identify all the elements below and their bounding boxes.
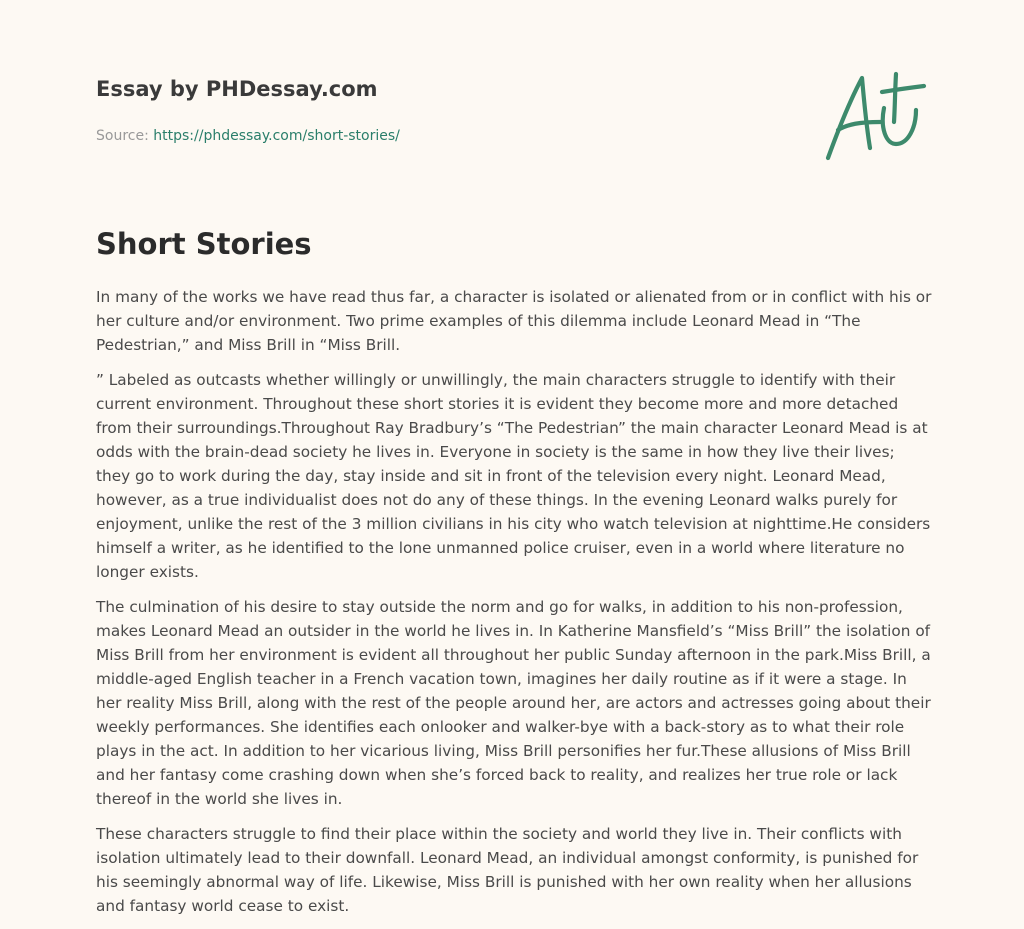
- source-link[interactable]: https://phdessay.com/short-stories/: [153, 128, 400, 144]
- brand-title: Essay by PHDessay.com: [96, 77, 378, 101]
- paragraph: These characters struggle to find their place within the society and world they live in. Their conflicts with isolation ultimately lead to their downfall. Leonard Mead, an individual amongst conformity, is punished for his seemingly abnormal way of life. Likewise, Miss Brill is punished with her own reality when her allusions and fantasy world cease to exist.: [96, 825, 919, 915]
- a-plus-grade-icon: [822, 66, 930, 166]
- paragraph: ” Labeled as outcasts whether willingly or unwillingly, the main characters struggle to identify with their current environment. Throughout these short stories it is evident they become more and more detached from their surroundings.Throughout Ray Bradbury’s “The Pedestrian” the main character Leonard Mead is at odds with the brain-dead society he lives in. Everyone in society is the same in how they live their lives; they go to work during the day, stay inside and sit in front of the television every night. Leonard Mead, however, as a true individualist does not do any of these things. In the evening Leonard walks purely for enjoyment, unlike the rest of the 3 million civilians in his city who watch television at nighttime.He considers himself a writer, as he identified to the lone unmanned police cruiser, even in a world where literature no longer exists.: [96, 371, 931, 581]
- page-title: Short Stories: [96, 227, 312, 261]
- paragraph: In many of the works we have read thus far, a character is isolated or alienated from or in conflict with his or her culture and/or environment. Two prime examples of this dilemma include Leonard Mead in “The Pedestrian,” and Miss Brill in “Miss Brill.: [96, 288, 932, 354]
- header: [96, 74, 796, 145]
- paragraph: The culmination of his desire to stay outside the norm and go for walks, in addition to his non-profession, makes Leonard Mead an outsider in the world he lives in. In Katherine Mansfield’s “Miss Brill” the isolation of Miss Brill from her environment is evident all throughout her public Sunday afternoon in the park.Miss Brill, a middle-aged English teacher in a French vacation town, imagines her daily routine as if it were a stage. In her reality Miss Brill, along with the rest of the people around her, are actors and actresses going about their weekly performances. She identifies each onlooker and walker-bye with a back-story as to what their role plays in the act. In addition to her vicarious living, Miss Brill personifies her fur.These allusions of Miss Brill and her fantasy come crashing down when she’s forced back to reality, and realizes her true role or lack thereof in the world she lives in.: [96, 598, 931, 808]
- a-plus-logo-svg: [822, 66, 930, 166]
- source-label: Source:: [96, 128, 154, 144]
- source-line: [96, 127, 796, 145]
- essay-body: [96, 285, 932, 929]
